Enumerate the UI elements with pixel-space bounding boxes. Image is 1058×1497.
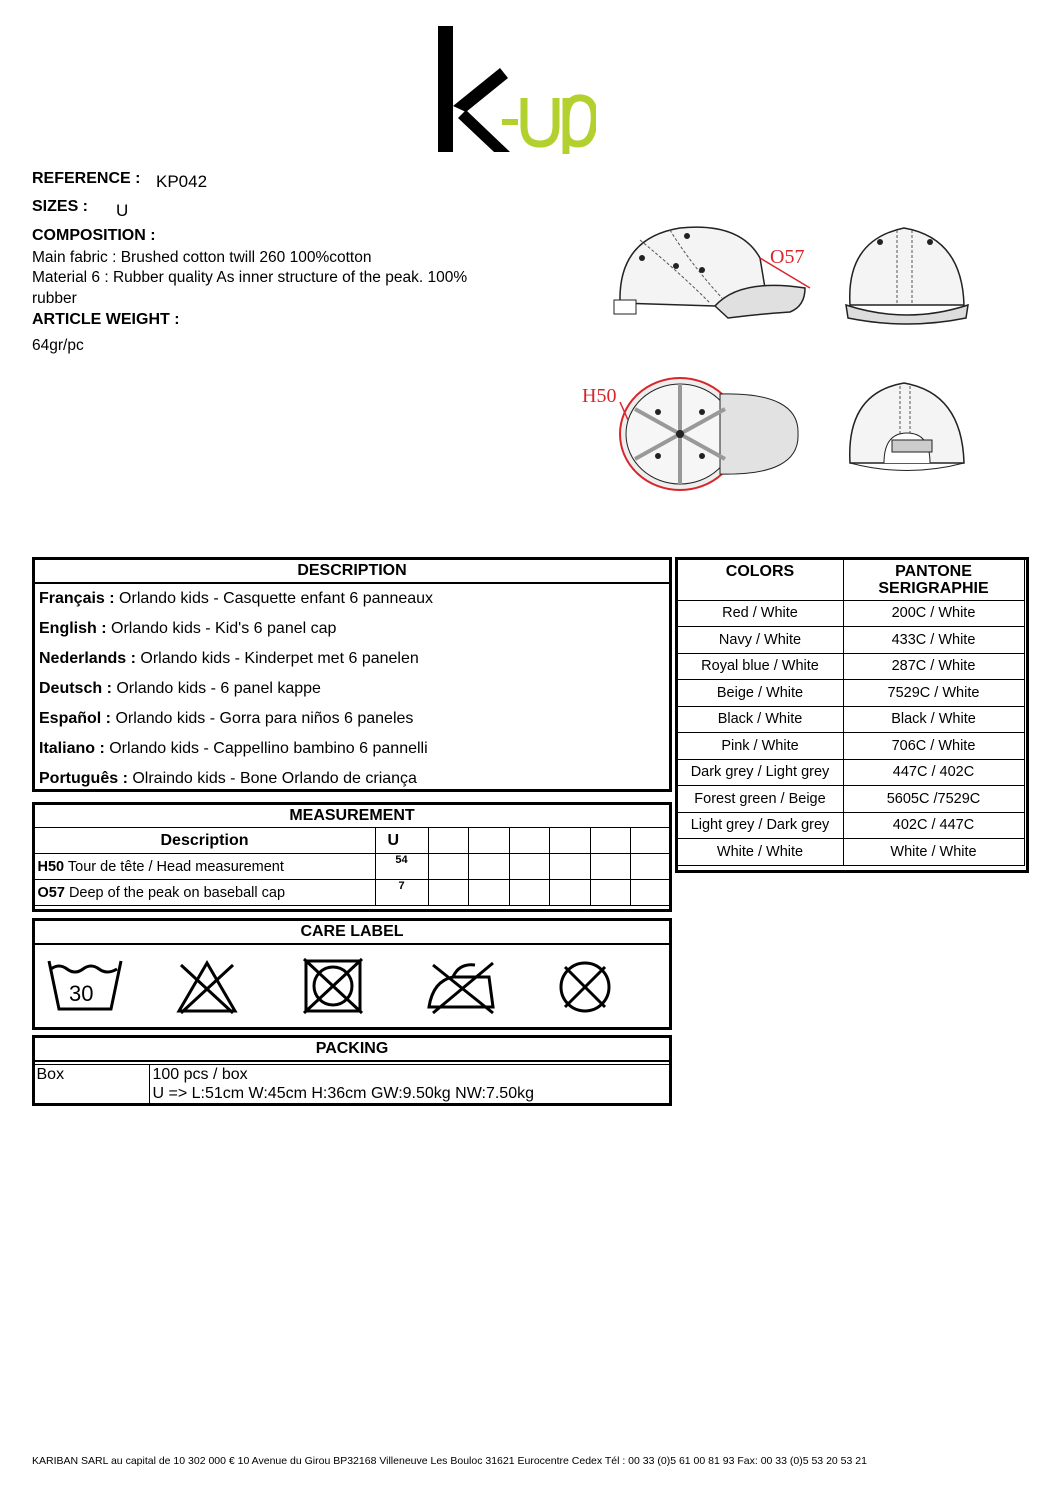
description-language: Nederlands : bbox=[39, 650, 136, 667]
description-language: English : bbox=[39, 620, 107, 637]
colors-header: COLORS bbox=[677, 559, 843, 600]
measurement-label: Deep of the peak on baseball cap bbox=[68, 884, 286, 901]
description-row bbox=[35, 764, 669, 794]
packing-label: Box bbox=[34, 1065, 149, 1106]
weight-label: ARTICLE WEIGHT : bbox=[32, 311, 180, 328]
description-text: Orlando kids - Kid's 6 panel cap bbox=[111, 620, 337, 637]
description-row bbox=[35, 614, 669, 644]
measurement-box bbox=[32, 802, 672, 912]
description-text: Orlando kids - Casquette enfant 6 panneaux bbox=[119, 590, 434, 607]
pantone-code: 5605C /7529C bbox=[843, 786, 1024, 813]
color-row bbox=[677, 786, 1024, 813]
color-row bbox=[677, 812, 1024, 839]
packing-line-2: U => L:51cm W:45cm H:36cm GW:9.50kg NW:7.50kg bbox=[152, 1085, 534, 1102]
company-footer: KARIBAN SARL au capital de 10 302 000 € 10 Avenue du Girou BP32168 Villeneuve Les Bouloc 31621 Eurocentre Cedex Tél : 00 33 (0)5 61 00 81 93 Fax: 00 33 (0)5 53 20 53 21 bbox=[32, 1455, 867, 1467]
measurement-code: H50 bbox=[37, 858, 65, 875]
composition-line-2: Material 6 : Rubber quality As inner structure of the peak. 100% bbox=[32, 269, 468, 286]
description-language: Português : bbox=[39, 770, 128, 787]
description-text: Orlando kids - Kinderpet met 6 panelen bbox=[140, 650, 419, 667]
measurement-row bbox=[34, 880, 671, 906]
packing-table bbox=[34, 1064, 672, 1106]
measurement-col-size: U bbox=[375, 828, 428, 854]
measurement-col-description: Description bbox=[34, 828, 375, 854]
description-row bbox=[35, 734, 669, 764]
pantone-code: 200C / White bbox=[843, 600, 1024, 627]
description-text: Orlando kids - Cappellino bambino 6 pannelli bbox=[109, 740, 428, 757]
measurement-table bbox=[34, 827, 672, 906]
pantone-code: 447C / 402C bbox=[843, 759, 1024, 786]
color-name: Pink / White bbox=[677, 733, 843, 760]
packing-line-1: 100 pcs / box bbox=[152, 1066, 248, 1083]
no-bleach-icon bbox=[175, 959, 239, 1015]
pantone-code: 7529C / White bbox=[843, 680, 1024, 707]
measurement-value: 54 bbox=[375, 854, 428, 880]
no-tumble-dry-icon bbox=[300, 955, 366, 1017]
weight-value: 64gr/pc bbox=[32, 337, 84, 354]
color-row bbox=[677, 600, 1024, 627]
packing-title: PACKING bbox=[35, 1038, 669, 1062]
cap-side-drawing bbox=[610, 218, 820, 328]
color-name: Red / White bbox=[677, 600, 843, 627]
h50-marker: H50 bbox=[582, 385, 617, 407]
description-text: Orlando kids - Gorra para niños 6 paneles bbox=[115, 710, 414, 727]
pantone-header: PANTONE SERIGRAPHIE bbox=[843, 559, 1024, 600]
cap-back-drawing bbox=[842, 378, 972, 478]
care-label-box bbox=[32, 918, 672, 1030]
measurement-title: MEASUREMENT bbox=[289, 807, 415, 824]
description-language: Italiano : bbox=[39, 740, 105, 757]
color-name: Royal blue / White bbox=[677, 653, 843, 680]
pantone-code: 402C / 447C bbox=[843, 812, 1024, 839]
color-row bbox=[677, 733, 1024, 760]
color-name: Navy / White bbox=[677, 627, 843, 654]
description-language: Deutsch : bbox=[39, 680, 112, 697]
color-name: Forest green / Beige bbox=[677, 786, 843, 813]
cap-top-drawing bbox=[580, 372, 820, 497]
packing-details bbox=[149, 1065, 671, 1106]
color-row bbox=[677, 759, 1024, 786]
no-iron-icon bbox=[423, 957, 503, 1017]
brand-logo bbox=[436, 26, 596, 156]
color-name: Dark grey / Light grey bbox=[677, 759, 843, 786]
description-title: DESCRIPTION bbox=[35, 560, 669, 584]
measurement-row bbox=[34, 854, 671, 880]
no-dry-clean-icon bbox=[555, 957, 615, 1017]
pantone-code: Black / White bbox=[843, 706, 1024, 733]
description-language: Español : bbox=[39, 710, 112, 727]
color-name: Black / White bbox=[677, 706, 843, 733]
description-rows bbox=[35, 584, 669, 794]
pantone-code: 433C / White bbox=[843, 627, 1024, 654]
care-label-title: CARE LABEL bbox=[35, 921, 669, 945]
composition-line-1: Main fabric : Brushed cotton twill 260 100%cotton bbox=[32, 249, 372, 266]
packing-box bbox=[32, 1035, 672, 1106]
composition-line-3: rubber bbox=[32, 290, 77, 307]
pantone-code: White / White bbox=[843, 839, 1024, 866]
o57-marker: O57 bbox=[770, 246, 805, 268]
colors-box bbox=[675, 557, 1029, 873]
color-row bbox=[677, 627, 1024, 654]
svg-text:30: 30 bbox=[69, 981, 94, 1006]
reference-label: REFERENCE : bbox=[32, 170, 141, 187]
colors-table bbox=[677, 559, 1025, 866]
color-row bbox=[677, 839, 1024, 866]
description-text: Olraindo kids - Bone Orlando de criança bbox=[132, 770, 417, 787]
color-name: Beige / White bbox=[677, 680, 843, 707]
measurement-code: O57 bbox=[37, 884, 65, 901]
description-row bbox=[35, 674, 669, 704]
description-text: Orlando kids - 6 panel kappe bbox=[116, 680, 321, 697]
pantone-code: 706C / White bbox=[843, 733, 1024, 760]
color-name: White / White bbox=[677, 839, 843, 866]
sizes-label: SIZES : bbox=[32, 198, 89, 215]
wash-30-icon bbox=[45, 955, 125, 1015]
description-row bbox=[35, 584, 669, 614]
color-name: Light grey / Dark grey bbox=[677, 812, 843, 839]
reference-value: KP042 bbox=[156, 172, 208, 191]
color-row bbox=[677, 706, 1024, 733]
sizes-value: U bbox=[116, 201, 129, 220]
cap-front-drawing bbox=[842, 220, 972, 325]
composition-label: COMPOSITION : bbox=[32, 227, 156, 244]
measurement-label: Tour de tête / Head measurement bbox=[67, 858, 284, 875]
description-row bbox=[35, 704, 669, 734]
color-row bbox=[677, 653, 1024, 680]
description-row bbox=[35, 644, 669, 674]
description-language: Français : bbox=[39, 590, 115, 607]
description-box bbox=[32, 557, 672, 792]
measurement-value: 7 bbox=[375, 880, 428, 906]
color-row bbox=[677, 680, 1024, 707]
pantone-code: 287C / White bbox=[843, 653, 1024, 680]
